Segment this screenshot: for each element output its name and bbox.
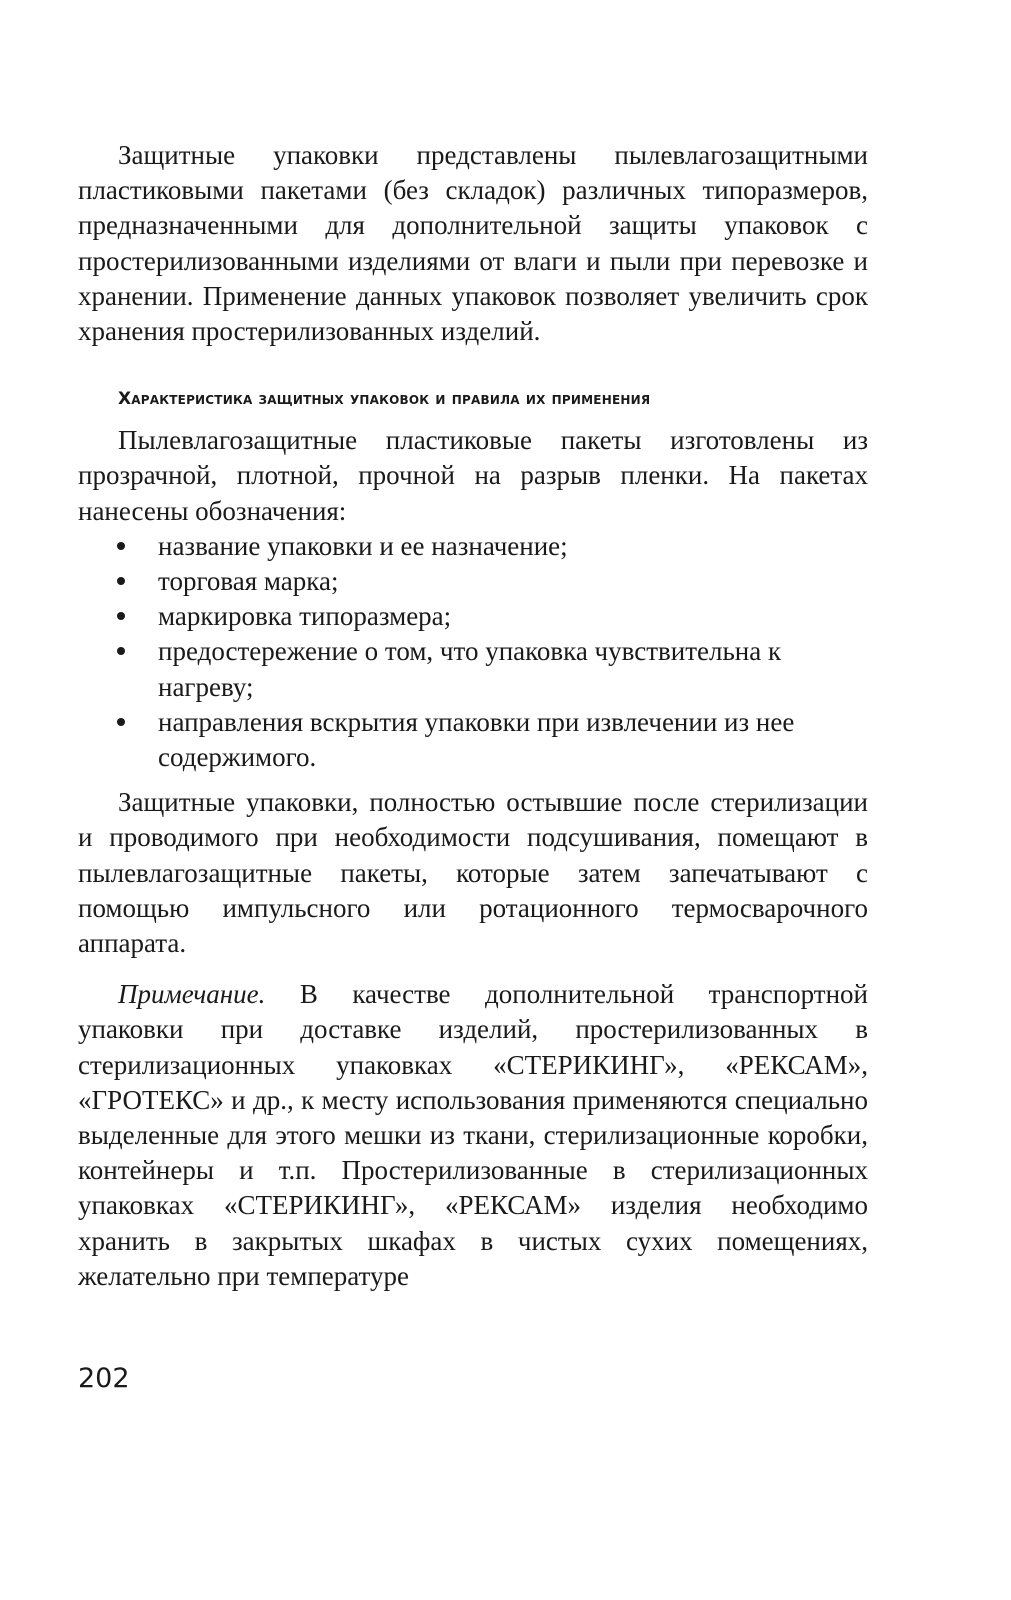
section-heading: Характеристика защитных упаковок и правила их применения (118, 389, 651, 410)
page-number: 202 (78, 1363, 130, 1394)
note-label: Примечание. (118, 979, 266, 1010)
list-item: маркировка типоразмера; (158, 599, 868, 634)
note-text: В качестве дополнительной транспортной упаковки при доставке изделий, простерилизованных в стерилизационных упаковках «СТЕРИКИНГ», «РЕКСАМ», «ГРОТЕКС» и др., к месту использования применяются специально выделенные для этого мешки из ткани, стерилизационные коробки, контейнеры и т.п. Простерилизованные в стерилизационных упаковках «СТЕРИКИНГ», «РЕКСАМ» изделия необходимо хранить в закрытых шкафах в чистых сухих помещениях, желательно при температуре (78, 979, 868, 1291)
note-paragraph (78, 977, 868, 1294)
list-item: торговая марка; (158, 564, 868, 599)
description-paragraph: Пылевлагозащитные пластиковые пакеты изготовлены из прозрачной, плотной, прочной на разрыв пленки. На пакетах нанесены обозначения: (78, 425, 868, 526)
usage-paragraph: Защитные упаковки, полностью остывшие после стерилизации и проводимого при необходимости подсушивания, помещают в пылевлагозащитные пакеты, которые затем запечатывают с помощью импульсного или ротационного термосварочного аппарата. (78, 787, 868, 959)
intro-paragraph: Защитные упаковки представлены пылевлагозащитными пластиковыми пакетами (без складок) различных типоразмеров, предназначенными для дополнительной защиты упаковок с простерилизованными изделиями от влаги и пыли при перевозке и хранении. Применение данных упаковок позволяет увеличить срок хранения простерилизованных изделий. (78, 140, 868, 347)
page-text-block (78, 138, 868, 1294)
markings-list (78, 529, 868, 775)
list-item: направления вскрытия упаковки при извлечении из нее содержимого. (158, 705, 868, 775)
list-item: название упаковки и ее назначение; (158, 529, 868, 564)
list-item: предостережение о том, что упаковка чувствительна к нагреву; (158, 634, 868, 704)
